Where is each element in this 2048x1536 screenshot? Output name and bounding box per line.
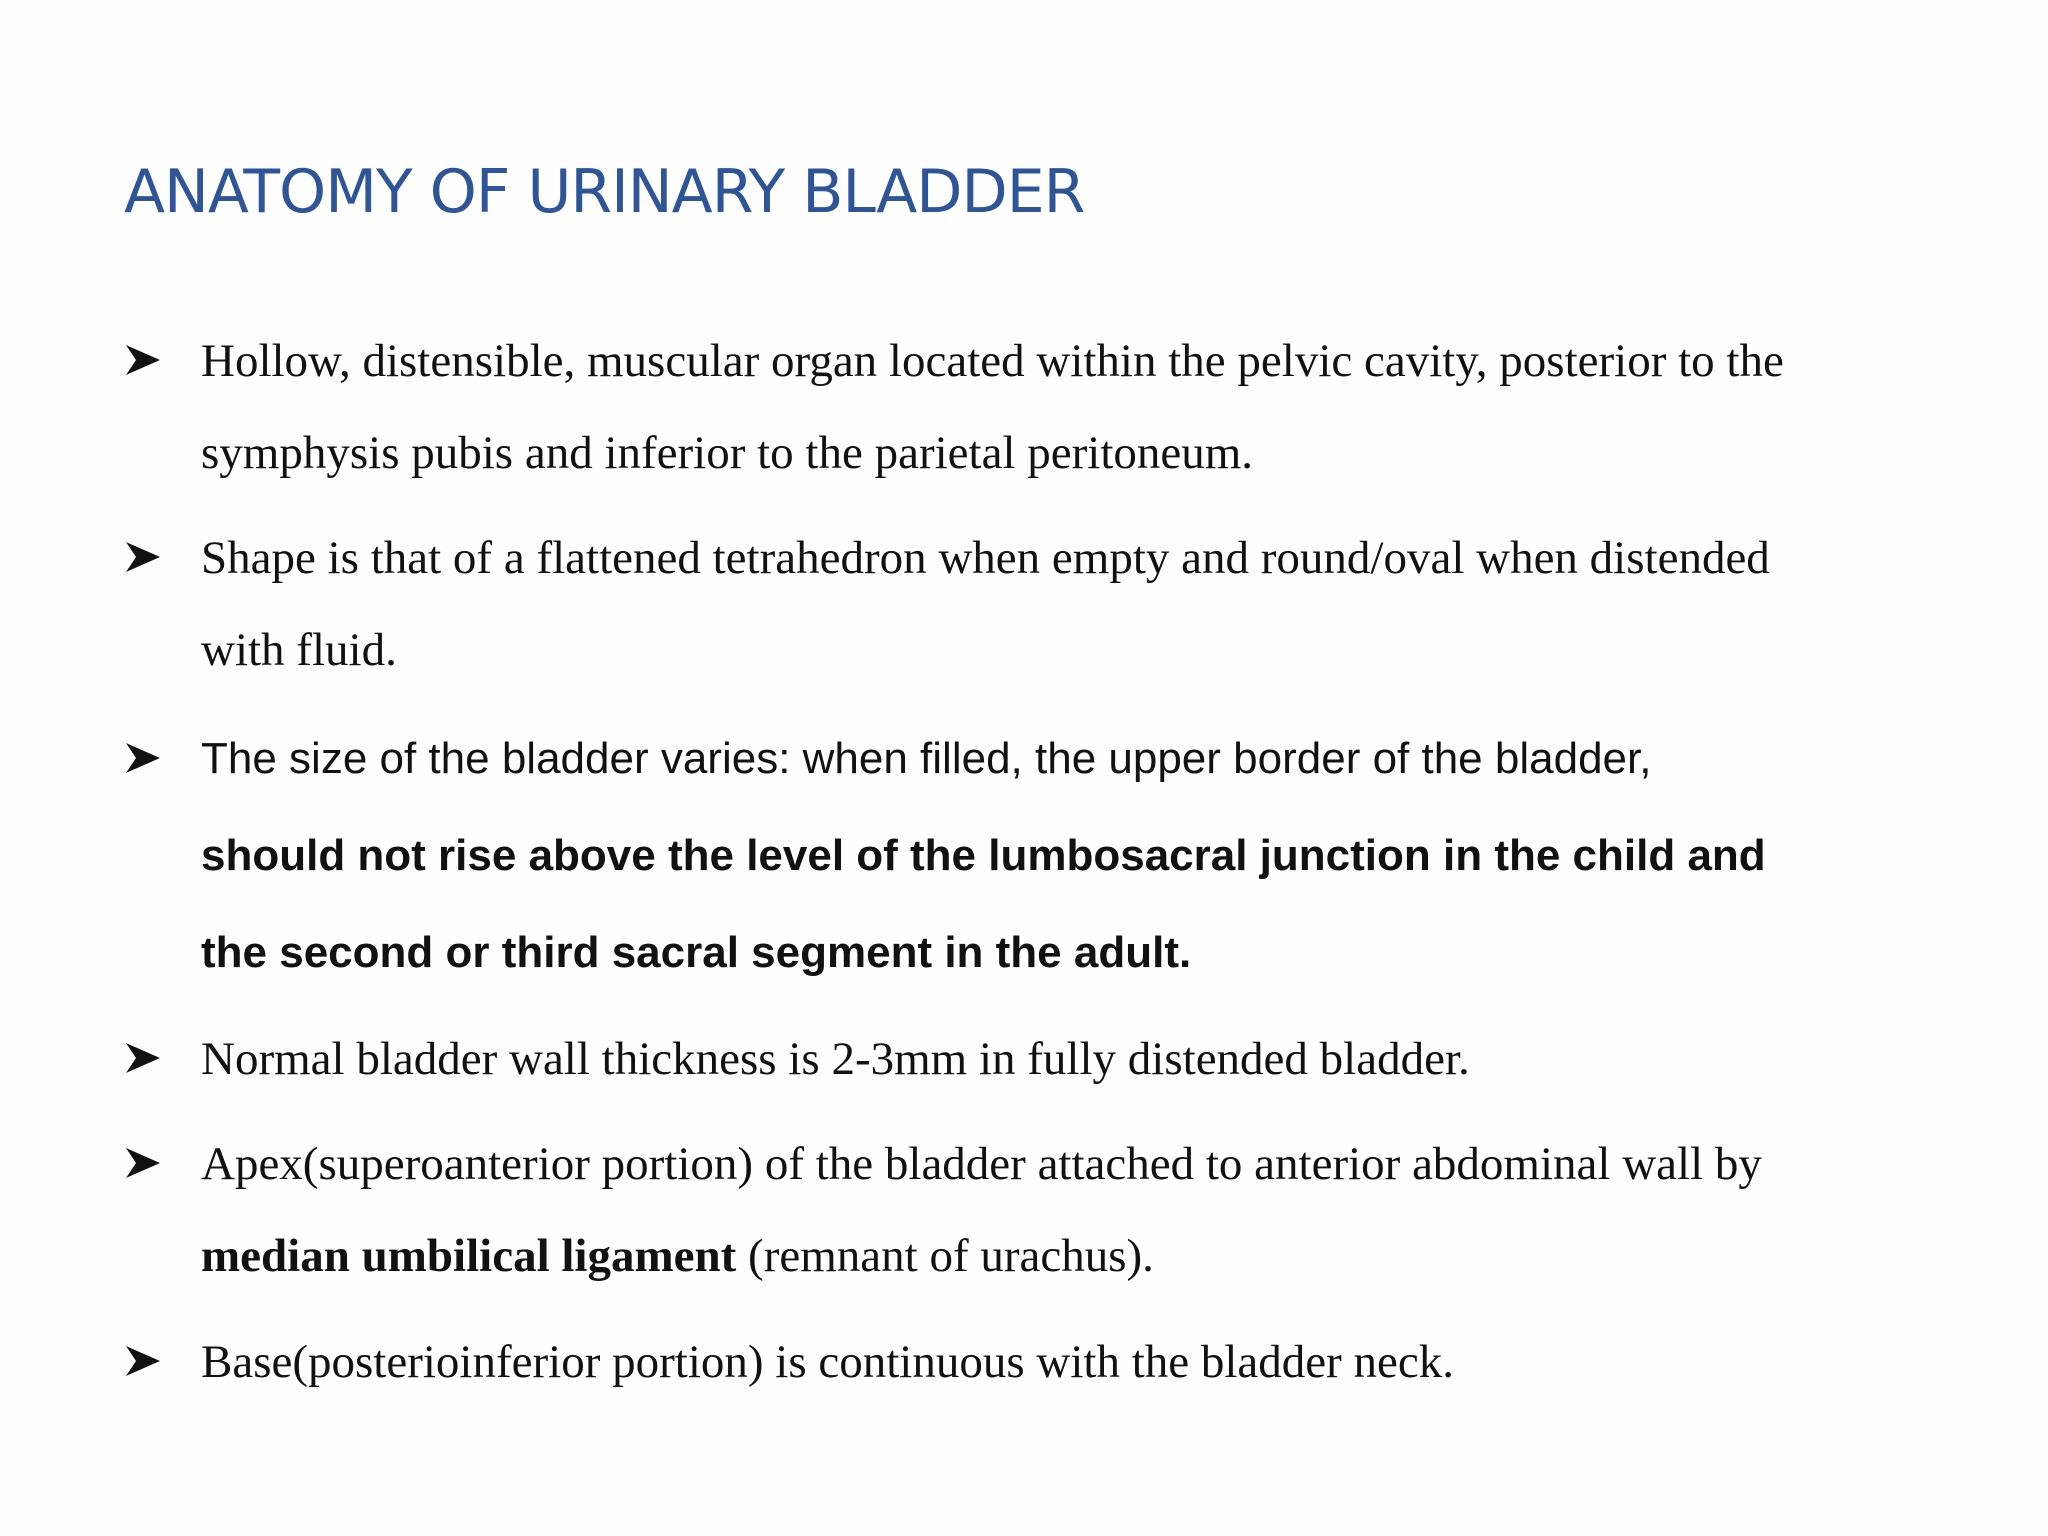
arrowhead-bullet-icon [124, 1041, 162, 1075]
plain-text: (remnant of urachus). [736, 1230, 1154, 1282]
bullet-line: Normal bladder wall thickness is 2-3mm in fully distended bladder. [201, 1033, 1470, 1085]
bullet-text [201, 315, 1961, 499]
bullet-line [201, 1210, 1961, 1302]
bullet-line-bold [201, 904, 1961, 1001]
arrowhead-bullet-icon [124, 343, 162, 377]
bullet-line: Shape is that of a flattened tetrahedron when empty and round/oval when distended [201, 532, 1770, 584]
bullet-text [201, 1118, 1961, 1302]
slide-title: ANATOMY OF URINARY BLADDER [124, 157, 1085, 227]
bullet-text [201, 1013, 1961, 1105]
bullet-text [201, 710, 1961, 1001]
bullet-line-bold [201, 807, 1961, 904]
bullet-text [201, 1316, 1961, 1408]
arrowhead-bullet-icon [124, 540, 162, 574]
bullet-line: The size of the bladder varies: when filled, the upper border of the bladder, [201, 734, 1652, 783]
arrowhead-bullet-icon [124, 741, 162, 775]
arrowhead-bullet-icon [124, 1146, 162, 1180]
bullet-line: Apex(superoanterior portion) of the bladder attached to anterior abdominal wall by [201, 1138, 1762, 1190]
bold-text: should not rise above the level of the lumbosacral junction in the child and [201, 831, 1766, 880]
bold-text: the second or third sacral segment in the adult. [201, 928, 1192, 977]
bullet-text [201, 512, 1961, 696]
bullet-line: Base(posterioinferior portion) is continuous with the bladder neck. [201, 1336, 1455, 1388]
bullet-line: Hollow, distensible, muscular organ located within the pelvic cavity, posterior to the [201, 335, 1784, 387]
bullet-line: with fluid. [201, 624, 397, 676]
arrowhead-bullet-icon [124, 1344, 162, 1378]
bullet-line: symphysis pubis and inferior to the parietal peritoneum. [201, 427, 1254, 479]
bold-text: median umbilical ligament [201, 1230, 737, 1282]
